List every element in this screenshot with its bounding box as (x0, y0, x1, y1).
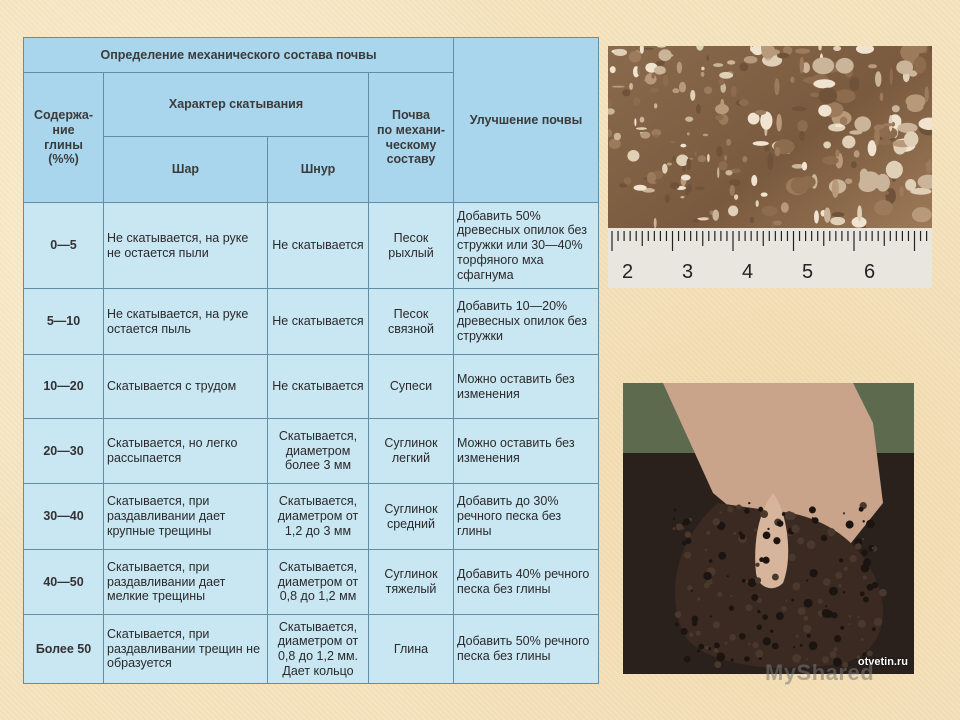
header-soil-type-text: Почва по механи- ческому составу (377, 108, 445, 167)
sandy-soil-image (608, 46, 932, 288)
cell-clay-range: 20—30 (24, 419, 104, 484)
cell-clay-range: 0—5 (24, 203, 104, 289)
header-rolling-character: Характер скатывания (104, 73, 369, 137)
cell-improvement: Добавить 40% речного песка без глины (454, 550, 599, 615)
header-improvement: Улучшение почвы (454, 38, 599, 203)
soil-composition-table (23, 37, 599, 684)
cell-cord: Не скатывается (268, 289, 369, 355)
cell-ball: Скатывается, при раздавливании дает крупные трещины (104, 484, 268, 550)
table-row (24, 203, 599, 289)
cell-soil-type: Супеси (369, 355, 454, 419)
table-row (24, 355, 599, 419)
cell-clay-range: 40—50 (24, 550, 104, 615)
table-row (24, 550, 599, 615)
cell-ball: Скатывается, при раздавливании дает мелкие трещины (104, 550, 268, 615)
cell-soil-type: Глина (369, 615, 454, 684)
header-cord: Шнур (268, 137, 369, 203)
header-clay-content (24, 73, 104, 203)
header-soil-type (369, 73, 454, 203)
cell-improvement: Добавить до 30% речного песка без глины (454, 484, 599, 550)
cell-cord: Скатывается, диаметром от 0,8 до 1,2 мм (268, 550, 369, 615)
cell-cord: Не скатывается (268, 203, 369, 289)
cell-ball: Скатывается, при раздавливании трещин не образуется (104, 615, 268, 684)
myshared-watermark: MyShared (765, 660, 875, 685)
table-title-row (24, 38, 599, 73)
cell-clay-range: 5—10 (24, 289, 104, 355)
cell-soil-type: Песок связной (369, 289, 454, 355)
site-watermark: otvetin.ru (857, 656, 908, 668)
ruler-number: 6 (864, 261, 876, 283)
cell-cord: Скатывается, диаметром от 1,2 до 3 мм (268, 484, 369, 550)
cell-improvement: Добавить 50% речного песка без глины (454, 615, 599, 684)
cell-ball: Не скатывается, на руке не остается пыли (104, 203, 268, 289)
table-row (24, 615, 599, 684)
table-row (24, 419, 599, 484)
cell-cord: Не скатывается (268, 355, 369, 419)
cell-ball: Не скатывается, на руке остается пыль (104, 289, 268, 355)
ruler-number: 3 (682, 261, 694, 283)
cell-cord: Скатывается, диаметром от 0,8 до 1,2 мм. Дает кольцо (268, 615, 369, 684)
cell-soil-type: Суглинок средний (369, 484, 454, 550)
cell-improvement: Добавить 50% древесных опилок без стружки или 30—40% торфяного мха сфагнума (454, 203, 599, 289)
hand-soil-image (623, 383, 914, 674)
table-row (24, 289, 599, 355)
cell-soil-type: Суглинок легкий (369, 419, 454, 484)
ruler-number: 4 (742, 261, 754, 283)
cell-soil-type: Песок рыхлый (369, 203, 454, 289)
header-clay-content-text: Содержа- ние глины (%%) (34, 108, 93, 167)
cell-clay-range: 30—40 (24, 484, 104, 550)
cell-clay-range: 10—20 (24, 355, 104, 419)
cell-ball: Скатывается, но легко рассыпается (104, 419, 268, 484)
ruler-number: 2 (622, 261, 634, 283)
header-ball: Шар (104, 137, 268, 203)
hand-soil-photo (623, 383, 914, 674)
cell-improvement: Добавить 10—20% древесных опилок без стружки (454, 289, 599, 355)
cell-improvement: Можно оставить без изменения (454, 355, 599, 419)
cell-ball: Скатывается с трудом (104, 355, 268, 419)
ruler-number: 5 (802, 261, 814, 283)
table-title: Определение механического состава почвы (24, 38, 454, 73)
sandy-soil-photo (608, 46, 932, 288)
cell-improvement: Можно оставить без изменения (454, 419, 599, 484)
cell-cord: Скатывается, диаметром более 3 мм (268, 419, 369, 484)
cell-soil-type: Суглинок тяжелый (369, 550, 454, 615)
cell-clay-range: Более 50 (24, 615, 104, 684)
table-row (24, 484, 599, 550)
